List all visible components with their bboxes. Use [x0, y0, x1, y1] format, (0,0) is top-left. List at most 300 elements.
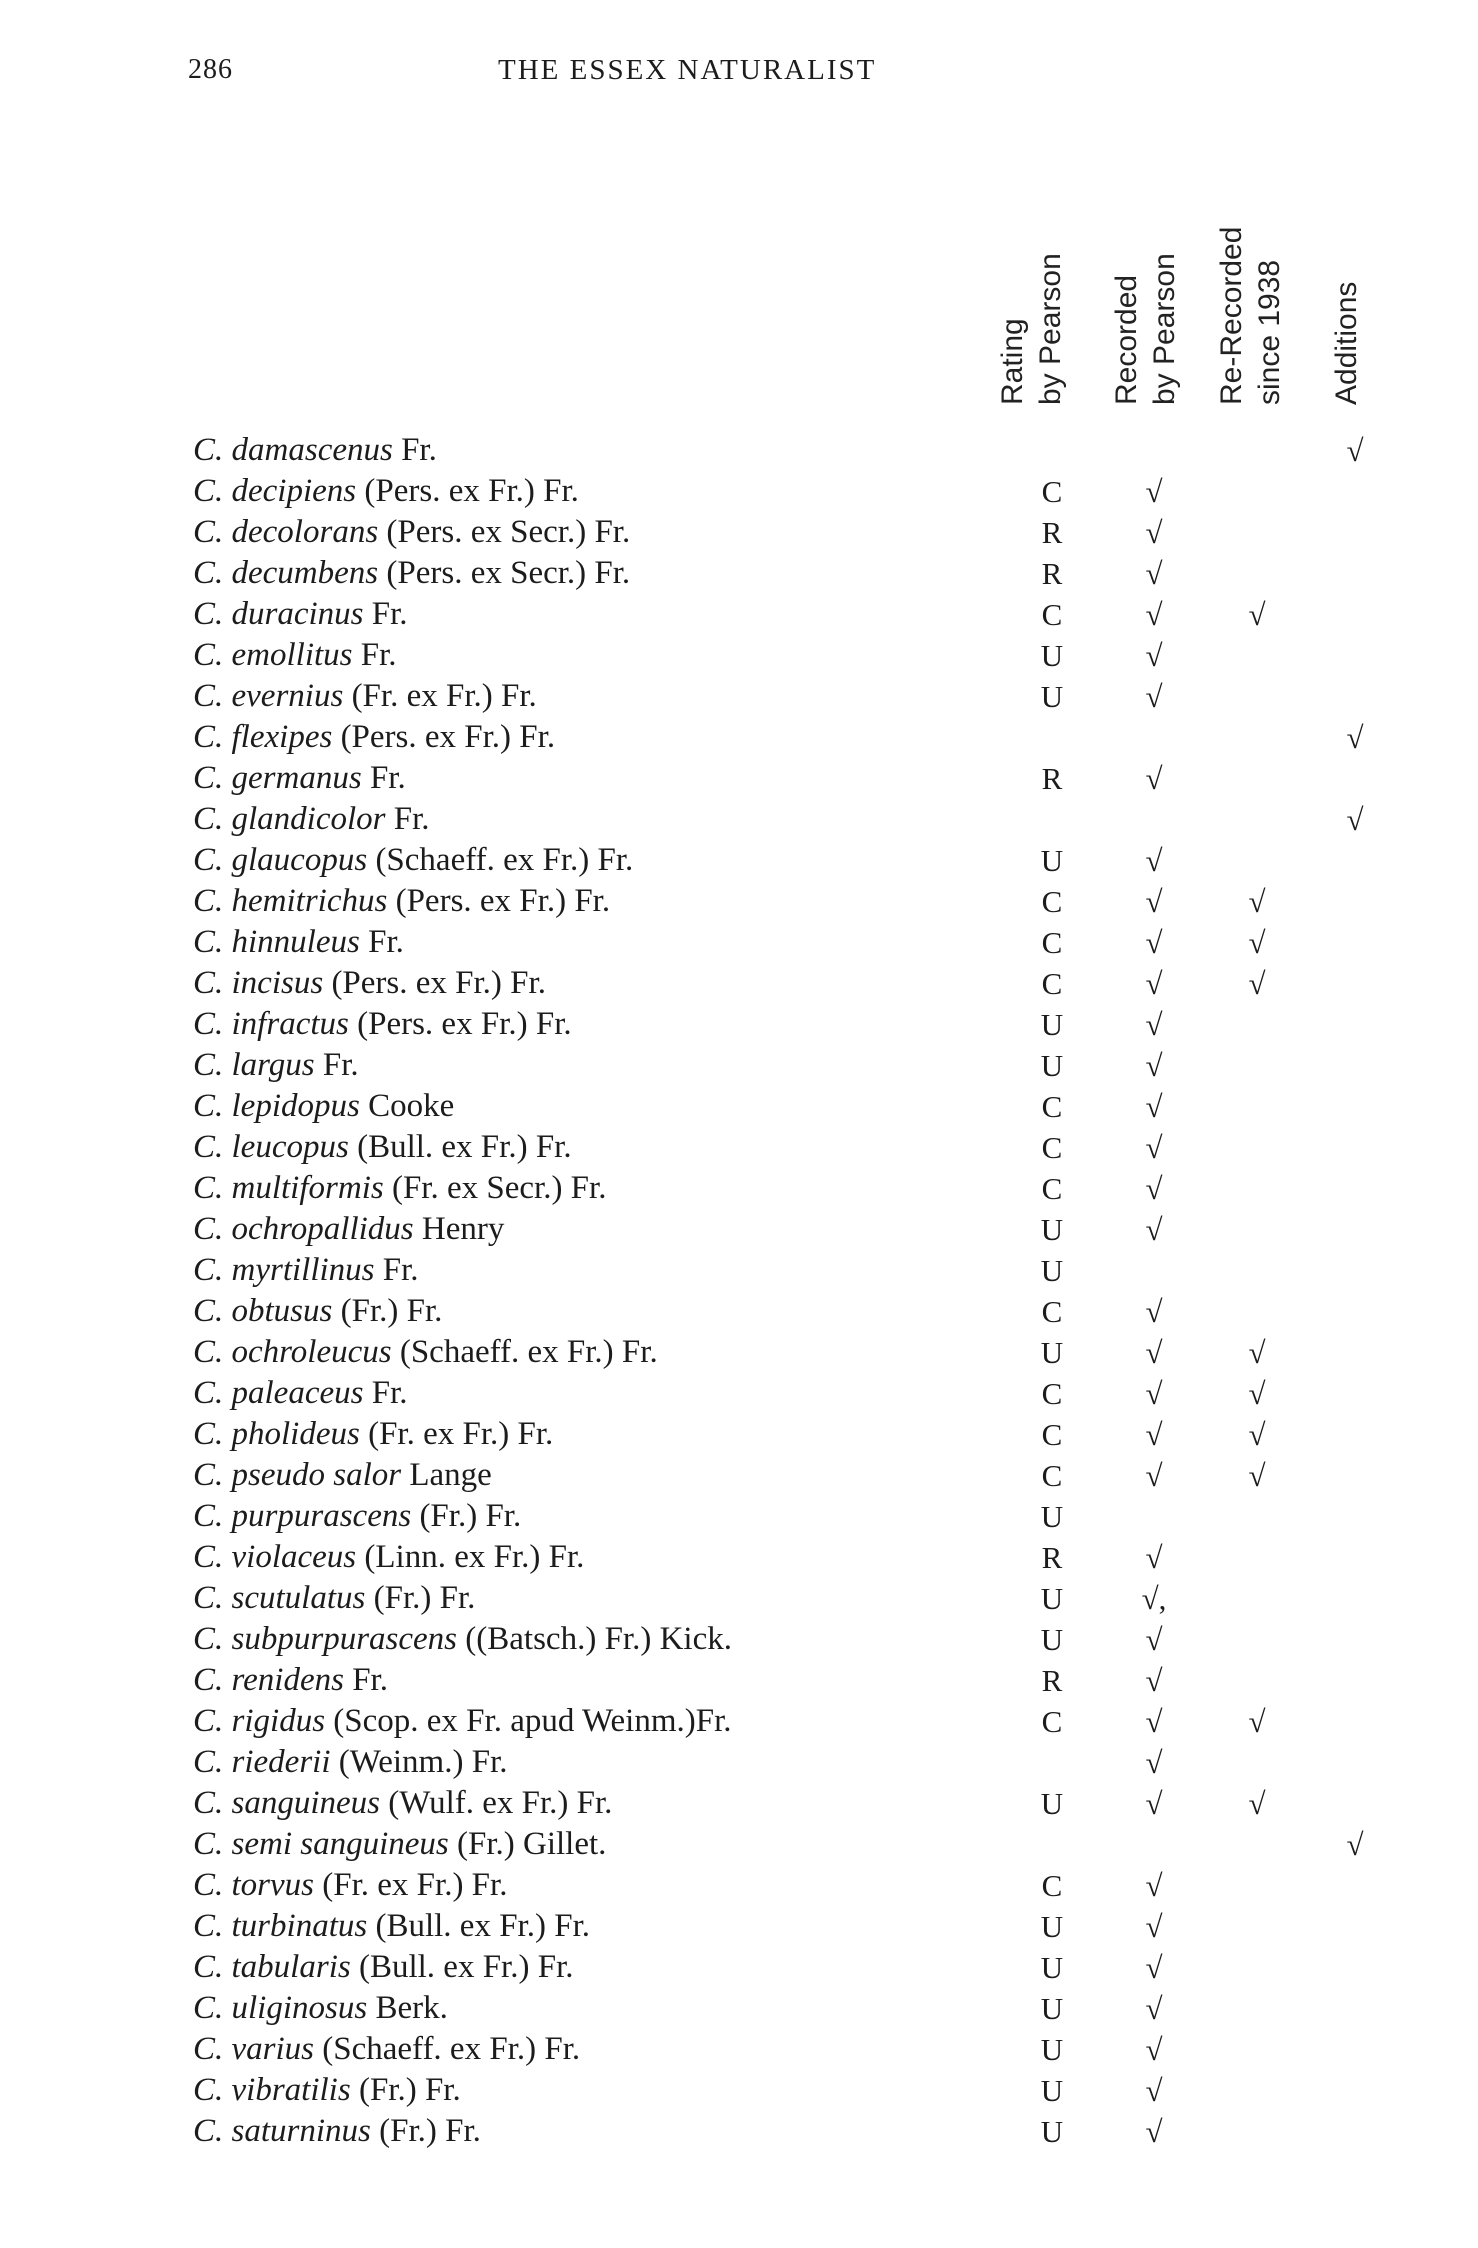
recorded-cell: √ — [1145, 638, 1163, 673]
column-header-additions — [1328, 282, 1366, 405]
recorded-cell: √ — [1145, 843, 1163, 878]
species-authority: Fr. — [393, 801, 430, 837]
species-epithet: paleaceus — [231, 1375, 364, 1411]
recorded-cell: √ — [1145, 761, 1163, 796]
rerecorded-cell: √ — [1248, 884, 1266, 919]
species-authority: Berk. — [375, 1990, 448, 2026]
species-name — [193, 922, 404, 963]
species-name — [193, 840, 633, 881]
species-epithet: damascenus — [231, 432, 393, 468]
column-header-rerecorded-line1: Re-Recorded — [1215, 226, 1248, 405]
species-name — [193, 471, 579, 512]
species-authority: Fr. — [368, 924, 404, 960]
species-epithet: ochropallidus — [231, 1211, 414, 1247]
rerecorded-cell: √ — [1248, 1417, 1266, 1452]
species-name — [193, 594, 408, 635]
rating-cell: R — [1041, 761, 1063, 796]
species-row — [0, 2070, 1478, 2111]
species-name — [193, 2111, 481, 2152]
species-name — [193, 1906, 590, 1947]
species-genus: C. — [193, 965, 224, 1001]
species-epithet: ochroleucus — [231, 1334, 392, 1370]
species-genus: C. — [193, 1580, 224, 1616]
species-row — [0, 1004, 1478, 1045]
column-header-rerecorded — [1213, 227, 1289, 405]
species-epithet: varius — [231, 2031, 315, 2067]
species-row — [0, 717, 1478, 758]
species-row — [0, 1045, 1478, 1086]
recorded-cell: √ — [1145, 1458, 1163, 1493]
species-authority: Fr. — [360, 637, 397, 673]
species-epithet: decipiens — [231, 473, 357, 509]
species-authority: (Fr.) Fr. — [379, 2113, 481, 2149]
recorded-cell: √ — [1145, 1786, 1163, 1821]
species-authority: Fr. — [401, 432, 437, 468]
species-epithet: riederii — [231, 1744, 331, 1780]
species-row — [0, 1250, 1478, 1291]
species-authority: (Fr.) Gillet. — [457, 1826, 607, 1862]
species-epithet: tabularis — [231, 1949, 351, 1985]
recorded-cell: √ — [1145, 1130, 1163, 1165]
recorded-cell: √ — [1145, 515, 1163, 550]
species-name — [193, 1496, 521, 1537]
column-header-additions-line1: Additions — [1330, 281, 1363, 405]
rerecorded-cell: √ — [1248, 966, 1266, 1001]
species-name — [193, 1127, 572, 1168]
recorded-cell: √ — [1145, 1622, 1163, 1657]
species-authority: (Fr. ex Fr.) Fr. — [322, 1867, 508, 1903]
species-genus: C. — [193, 1990, 224, 2026]
species-epithet: lepidopus — [231, 1088, 360, 1124]
recorded-cell: √ — [1145, 1663, 1163, 1698]
species-row — [0, 1619, 1478, 1660]
recorded-cell: √ — [1145, 1950, 1163, 1985]
species-genus: C. — [193, 842, 224, 878]
species-authority: Fr. — [369, 760, 406, 796]
species-row — [0, 1209, 1478, 1250]
species-authority: (Pers. ex Fr.) Fr. — [357, 1006, 572, 1042]
species-authority: (Wulf. ex Fr.) Fr. — [388, 1785, 613, 1821]
species-epithet: emollitus — [231, 637, 353, 673]
species-row — [0, 2029, 1478, 2070]
species-epithet: renidens — [231, 1662, 344, 1698]
species-row — [0, 430, 1478, 471]
species-genus: C. — [193, 678, 224, 714]
species-row — [0, 2111, 1478, 2152]
page-header — [0, 54, 1478, 94]
species-row — [0, 1373, 1478, 1414]
species-epithet: obtusus — [231, 1293, 333, 1329]
rating-cell: C — [1041, 884, 1063, 919]
recorded-cell: √ — [1145, 1991, 1163, 2026]
rating-cell: U — [1040, 2073, 1064, 2108]
species-epithet: glaucopus — [231, 842, 368, 878]
species-genus: C. — [193, 596, 224, 632]
species-row — [0, 635, 1478, 676]
rating-cell: C — [1041, 1417, 1063, 1452]
rating-cell: U — [1040, 1991, 1064, 2026]
rating-cell: R — [1041, 1540, 1063, 1575]
species-authority: (Pers. ex Fr.) Fr. — [364, 473, 579, 509]
rating-cell: C — [1041, 1171, 1063, 1206]
rating-cell: R — [1041, 515, 1063, 550]
rating-cell: U — [1040, 1499, 1064, 1534]
species-row — [0, 1414, 1478, 1455]
species-row — [0, 840, 1478, 881]
species-genus: C. — [193, 1662, 224, 1698]
species-genus: C. — [193, 514, 224, 550]
rating-cell: U — [1040, 1581, 1064, 1616]
species-name — [193, 2070, 461, 2111]
recorded-cell: √ — [1145, 2114, 1163, 2149]
rating-cell: U — [1040, 1909, 1064, 1944]
species-epithet: semi sanguineus — [231, 1826, 449, 1862]
rating-cell: C — [1041, 1130, 1063, 1165]
species-genus: C. — [193, 1744, 224, 1780]
species-epithet: decumbens — [231, 555, 379, 591]
species-name — [193, 1701, 732, 1742]
species-genus: C. — [193, 1211, 224, 1247]
rating-cell: U — [1040, 1622, 1064, 1657]
species-epithet: pholideus — [231, 1416, 360, 1452]
rating-cell: U — [1040, 1048, 1064, 1083]
species-genus: C. — [193, 1375, 224, 1411]
species-authority: (Fr. ex Secr.) Fr. — [391, 1170, 607, 1206]
species-row — [0, 963, 1478, 1004]
rating-cell: U — [1040, 2032, 1064, 2067]
species-name — [193, 1086, 454, 1127]
species-authority: (Pers. ex Fr.) Fr. — [395, 883, 611, 919]
species-row — [0, 1660, 1478, 1701]
species-row — [0, 594, 1478, 635]
rating-cell: U — [1040, 843, 1064, 878]
species-name — [193, 1045, 359, 1086]
species-genus: C. — [193, 1867, 224, 1903]
species-genus: C. — [193, 801, 224, 837]
species-epithet: uliginosus — [231, 1990, 368, 2026]
recorded-cell: √ — [1145, 597, 1163, 632]
species-epithet: scutulatus — [231, 1580, 366, 1616]
species-genus: C. — [193, 2072, 224, 2108]
species-row — [0, 881, 1478, 922]
column-header-rerecorded-line2: since 1938 — [1253, 259, 1286, 405]
species-name — [193, 1742, 508, 1783]
species-genus: C. — [193, 1293, 224, 1329]
species-name — [193, 1947, 574, 1988]
species-name — [193, 1619, 732, 1660]
species-authority: (Fr.) Fr. — [373, 1580, 476, 1616]
species-authority: Fr. — [352, 1662, 388, 1698]
recorded-cell: √ — [1145, 1089, 1163, 1124]
species-authority: (Bull. ex Fr.) Fr. — [358, 1949, 574, 1985]
species-epithet: purpurascens — [231, 1498, 412, 1534]
species-genus: C. — [193, 1785, 224, 1821]
rerecorded-cell: √ — [1248, 1376, 1266, 1411]
species-epithet: infractus — [231, 1006, 349, 1042]
species-authority: (Linn. ex Fr.) Fr. — [364, 1539, 585, 1575]
species-genus: C. — [193, 1006, 224, 1042]
additions-cell: √ — [1346, 433, 1364, 468]
species-authority: Fr. — [371, 1375, 408, 1411]
species-genus: C. — [193, 2031, 224, 2067]
column-header-rating — [994, 253, 1070, 405]
species-row — [0, 1742, 1478, 1783]
column-header-recorded-line2: by Pearson — [1148, 253, 1181, 405]
rating-cell: C — [1041, 1376, 1063, 1411]
species-name — [193, 635, 397, 676]
recorded-cell: √ — [1145, 1171, 1163, 1206]
rating-cell: U — [1040, 1786, 1064, 1821]
species-row — [0, 676, 1478, 717]
species-authority: (Fr.) Fr. — [419, 1498, 522, 1534]
species-authority: (Fr.) Fr. — [358, 2072, 461, 2108]
species-name — [193, 1578, 475, 1619]
recorded-cell: √ — [1145, 1704, 1163, 1739]
species-row — [0, 1865, 1478, 1906]
recorded-cell: √ — [1145, 1745, 1163, 1780]
species-authority: Fr. — [322, 1047, 359, 1083]
rating-cell: C — [1041, 966, 1063, 1001]
species-genus: C. — [193, 1416, 224, 1452]
species-genus: C. — [193, 1334, 224, 1370]
rating-cell: C — [1041, 1458, 1063, 1493]
rating-cell: C — [1041, 474, 1063, 509]
species-authority: (Scop. ex Fr. apud Weinm.)Fr. — [333, 1703, 732, 1739]
recorded-cell: √ — [1145, 1335, 1163, 1370]
species-name — [193, 1373, 408, 1414]
species-row — [0, 1332, 1478, 1373]
species-genus: C. — [193, 637, 224, 673]
species-name — [193, 1168, 606, 1209]
column-header-rating-line1: Rating — [996, 318, 1029, 405]
rating-cell: U — [1040, 1212, 1064, 1247]
species-name — [193, 1824, 606, 1865]
species-epithet: sanguineus — [231, 1785, 381, 1821]
page-number: 286 — [188, 54, 233, 85]
species-genus: C. — [193, 555, 224, 591]
species-genus: C. — [193, 1826, 224, 1862]
species-row — [0, 1906, 1478, 1947]
species-authority: Henry — [421, 1211, 505, 1247]
species-epithet: decolorans — [231, 514, 379, 550]
rerecorded-cell: √ — [1248, 1458, 1266, 1493]
species-epithet: turbinatus — [231, 1908, 368, 1944]
species-authority: ((Batsch.) Fr.) Kick. — [465, 1621, 732, 1657]
species-list — [0, 430, 1478, 2152]
species-row — [0, 1291, 1478, 1332]
species-genus: C. — [193, 760, 224, 796]
rerecorded-cell: √ — [1248, 1786, 1266, 1821]
species-genus: C. — [193, 924, 224, 960]
species-authority: (Bull. ex Fr.) Fr. — [375, 1908, 590, 1944]
species-epithet: duracinus — [231, 596, 364, 632]
species-row — [0, 1578, 1478, 1619]
species-authority: (Schaeff. ex Fr.) Fr. — [375, 842, 634, 878]
rating-cell: U — [1040, 1950, 1064, 1985]
recorded-cell: √ — [1145, 925, 1163, 960]
recorded-cell: √ — [1145, 556, 1163, 591]
species-genus: C. — [193, 432, 224, 468]
species-epithet: torvus — [231, 1867, 315, 1903]
species-name — [193, 963, 546, 1004]
species-authority: (Fr. ex Fr.) Fr. — [351, 678, 537, 714]
recorded-cell: √ — [1145, 1376, 1163, 1411]
species-genus: C. — [193, 1908, 224, 1944]
species-genus: C. — [193, 2113, 224, 2149]
species-authority: Cooke — [368, 1088, 455, 1124]
species-row — [0, 1988, 1478, 2029]
species-genus: C. — [193, 719, 224, 755]
species-genus: C. — [193, 1621, 224, 1657]
running-title: THE ESSEX NATURALIST — [498, 54, 877, 86]
species-genus: C. — [193, 473, 224, 509]
species-name — [193, 1291, 442, 1332]
recorded-cell: √ — [1145, 1294, 1163, 1329]
species-name — [193, 1414, 553, 1455]
recorded-cell: √ — [1145, 1540, 1163, 1575]
species-epithet: myrtillinus — [231, 1252, 375, 1288]
recorded-cell: √, — [1141, 1581, 1167, 1616]
rerecorded-cell: √ — [1248, 1335, 1266, 1370]
species-name — [193, 512, 630, 553]
species-row — [0, 1701, 1478, 1742]
species-genus: C. — [193, 1539, 224, 1575]
rating-cell: C — [1041, 1868, 1063, 1903]
recorded-cell: √ — [1145, 679, 1163, 714]
species-genus: C. — [193, 1703, 224, 1739]
species-name — [193, 430, 437, 471]
additions-cell: √ — [1346, 1827, 1364, 1862]
rating-cell: U — [1040, 1335, 1064, 1370]
species-genus: C. — [193, 1129, 224, 1165]
species-authority: Fr. — [382, 1252, 419, 1288]
species-name — [193, 881, 610, 922]
additions-cell: √ — [1346, 802, 1364, 837]
species-genus: C. — [193, 1047, 224, 1083]
species-name — [193, 799, 430, 840]
species-name — [193, 1865, 507, 1906]
species-epithet: multiformis — [231, 1170, 384, 1206]
species-row — [0, 512, 1478, 553]
species-row — [0, 758, 1478, 799]
species-name — [193, 553, 630, 594]
species-row — [0, 1086, 1478, 1127]
species-name — [193, 2029, 580, 2070]
species-row — [0, 799, 1478, 840]
species-genus: C. — [193, 1170, 224, 1206]
species-authority: (Weinm.) Fr. — [338, 1744, 508, 1780]
species-epithet: vibratilis — [231, 2072, 351, 2108]
species-epithet: flexipes — [231, 719, 333, 755]
species-epithet: leucopus — [231, 1129, 349, 1165]
column-header-recorded-line1: Recorded — [1110, 274, 1143, 405]
species-authority: (Bull. ex Fr.) Fr. — [357, 1129, 572, 1165]
rerecorded-cell: √ — [1248, 597, 1266, 632]
recorded-cell: √ — [1145, 474, 1163, 509]
species-row — [0, 1127, 1478, 1168]
recorded-cell: √ — [1145, 2073, 1163, 2108]
species-genus: C. — [193, 1088, 224, 1124]
species-row — [0, 1947, 1478, 1988]
species-authority: (Fr.) Fr. — [340, 1293, 443, 1329]
species-name — [193, 1455, 492, 1496]
recorded-cell: √ — [1145, 1212, 1163, 1247]
rating-cell: C — [1041, 1089, 1063, 1124]
species-epithet: subpurpurascens — [231, 1621, 458, 1657]
species-authority: (Fr. ex Fr.) Fr. — [368, 1416, 554, 1452]
species-row — [0, 471, 1478, 512]
species-row — [0, 922, 1478, 963]
species-name — [193, 1004, 572, 1045]
species-genus: C. — [193, 1498, 224, 1534]
species-row — [0, 1168, 1478, 1209]
species-epithet: evernius — [231, 678, 344, 714]
species-epithet: violaceus — [231, 1539, 357, 1575]
species-epithet: incisus — [231, 965, 324, 1001]
species-authority: (Pers. ex Fr.) Fr. — [340, 719, 556, 755]
species-authority: (Pers. ex Secr.) Fr. — [386, 514, 631, 550]
recorded-cell: √ — [1145, 966, 1163, 1001]
species-name — [193, 1209, 504, 1250]
rating-cell: U — [1040, 1007, 1064, 1042]
recorded-cell: √ — [1145, 1007, 1163, 1042]
species-authority: (Schaeff. ex Fr.) Fr. — [322, 2031, 581, 2067]
rating-cell: R — [1041, 556, 1063, 591]
rating-cell: C — [1041, 597, 1063, 632]
species-row — [0, 553, 1478, 594]
species-name — [193, 717, 555, 758]
recorded-cell: √ — [1145, 1048, 1163, 1083]
species-genus: C. — [193, 1457, 224, 1493]
species-genus: C. — [193, 883, 224, 919]
rating-cell: U — [1040, 679, 1064, 714]
species-epithet: hemitrichus — [231, 883, 388, 919]
species-name — [193, 758, 406, 799]
species-authority: Lange — [409, 1457, 492, 1493]
species-epithet: germanus — [231, 760, 362, 796]
rerecorded-cell: √ — [1248, 1704, 1266, 1739]
recorded-cell: √ — [1145, 1868, 1163, 1903]
additions-cell: √ — [1346, 720, 1364, 755]
species-row — [0, 1496, 1478, 1537]
species-epithet: rigidus — [231, 1703, 326, 1739]
species-name — [193, 676, 537, 717]
species-epithet: hinnuleus — [231, 924, 360, 960]
rating-cell: C — [1041, 1294, 1063, 1329]
species-name — [193, 1660, 388, 1701]
species-epithet: saturninus — [231, 2113, 371, 2149]
rating-cell: C — [1041, 1704, 1063, 1739]
rating-cell: U — [1040, 638, 1064, 673]
species-row — [0, 1783, 1478, 1824]
rerecorded-cell: √ — [1248, 925, 1266, 960]
species-epithet: pseudo salor — [231, 1457, 402, 1493]
recorded-cell: √ — [1145, 2032, 1163, 2067]
species-name — [193, 1988, 448, 2029]
species-row — [0, 1824, 1478, 1865]
species-authority: (Schaeff. ex Fr.) Fr. — [399, 1334, 658, 1370]
species-genus: C. — [193, 1949, 224, 1985]
species-name — [193, 1537, 584, 1578]
species-epithet: largus — [231, 1047, 315, 1083]
species-authority: (Pers. ex Fr.) Fr. — [331, 965, 546, 1001]
recorded-cell: √ — [1145, 884, 1163, 919]
rating-cell: U — [1040, 1253, 1064, 1288]
rating-cell: U — [1040, 2114, 1064, 2149]
column-header-rating-line2: by Pearson — [1034, 253, 1067, 405]
rating-cell: R — [1041, 1663, 1063, 1698]
species-genus: C. — [193, 1252, 224, 1288]
